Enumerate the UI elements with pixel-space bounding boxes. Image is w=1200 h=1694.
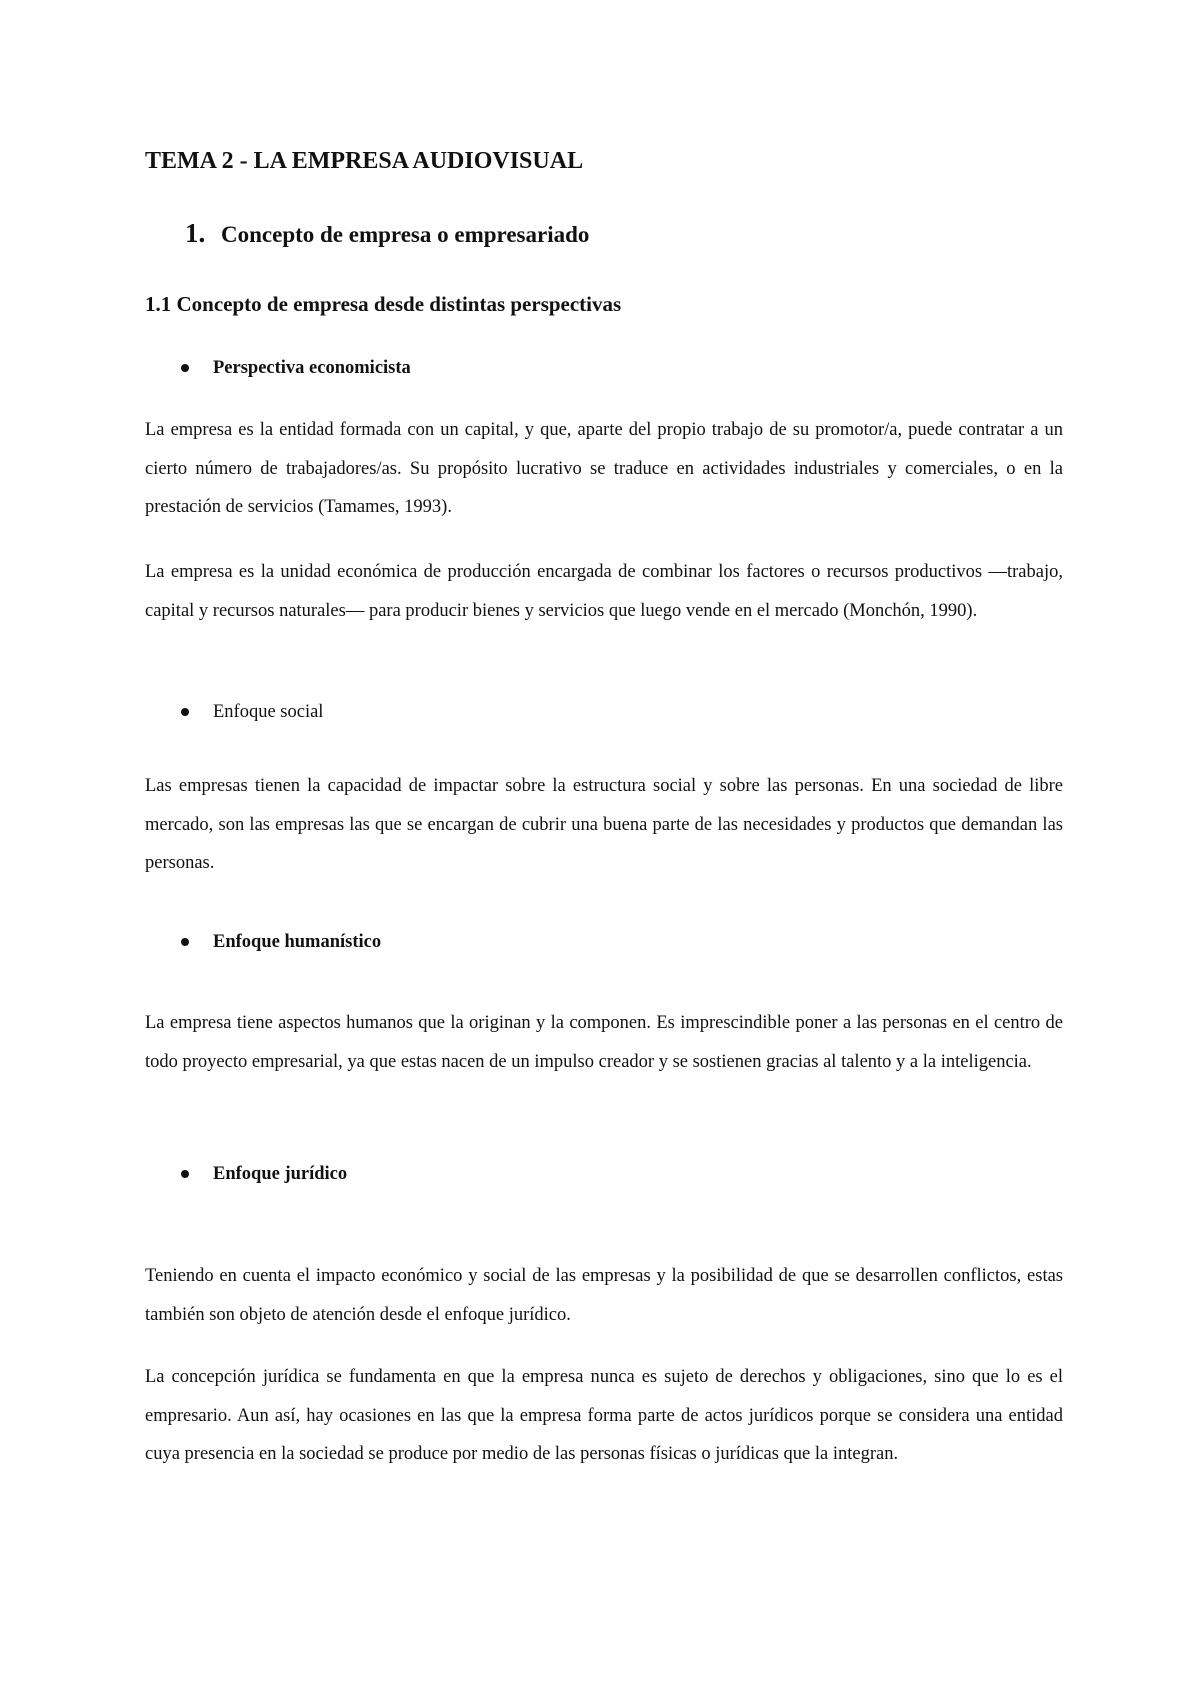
bullet-label: Perspectiva economicista <box>213 358 411 378</box>
section-number: 1. <box>185 218 206 248</box>
bullet-label: Enfoque jurídico <box>213 1164 348 1184</box>
bullet-dot-icon <box>181 364 189 372</box>
bullet-label: Enfoque social <box>213 702 324 722</box>
bullet-enfoque-social <box>181 699 323 725</box>
paragraph: La empresa es la entidad formada con un capital, y que, aparte del propio trabajo de su promotor/a, puede contratar a un cierto número de trabajadores/as. Su propósito lucrativo se traduce en actividades industriales y comerciales, o en la prestación de servicios (Tamames, 1993). <box>145 420 1063 517</box>
title-bold-part: TEMA 2 - <box>145 148 248 174</box>
subsection-heading: 1.1 Concepto de empresa desde distintas perspectivas <box>145 292 622 316</box>
paragraph: Las empresas tienen la capacidad de impactar sobre la estructura social y sobre las personas. En una sociedad de libre mercado, son las empresas las que se encargan de cubrir una buena parte de las necesidades y productos que demandan las personas. <box>145 776 1063 873</box>
paragraph: La empresa es la unidad económica de producción encargada de combinar los factores o recursos productivos —trabajo, capital y recursos naturales— para producir bienes y servicios que luego vende en el mercado (Monchón, 1990). <box>145 562 1063 621</box>
bullet-dot-icon <box>181 708 189 716</box>
paragraph: La concepción jurídica se fundamenta en que la empresa nunca es sujeto de derechos y obligaciones, sino que lo es el empresario. Aun así, hay ocasiones en las que la empresa forma parte de actos jurídicos porque se considera una entidad cuya presencia en la sociedad se produce por medio de las personas físicas o jurídicas que la integran. <box>145 1367 1063 1464</box>
bullet-dot-icon <box>181 1170 189 1178</box>
bullet-dot-icon <box>181 938 189 946</box>
paragraph: La empresa tiene aspectos humanos que la originan y la componen. Es imprescindible poner a las personas en el centro de todo proyecto empresarial, ya que estas nacen de un impulso creador y se sostienen gracias al talento y a la inteligencia. <box>145 1013 1063 1072</box>
document-title <box>145 146 1063 176</box>
bullet-enfoque-humanistico <box>181 929 381 955</box>
section-heading-text: Concepto de empresa o empresariado <box>221 222 590 247</box>
bullet-label: Enfoque humanístico <box>213 932 382 952</box>
paragraph: Teniendo en cuenta el impacto económico y social de las empresas y la posibilidad de que se desarrollen conflictos, estas también son objeto de atención desde el enfoque jurídico. <box>145 1266 1063 1325</box>
title-rest-part: LA EMPRESA AUDIOVISUAL <box>247 148 584 174</box>
section-heading-1 <box>185 218 1103 250</box>
bullet-enfoque-juridico <box>181 1161 347 1187</box>
bullet-perspectiva-economicista <box>181 355 411 381</box>
